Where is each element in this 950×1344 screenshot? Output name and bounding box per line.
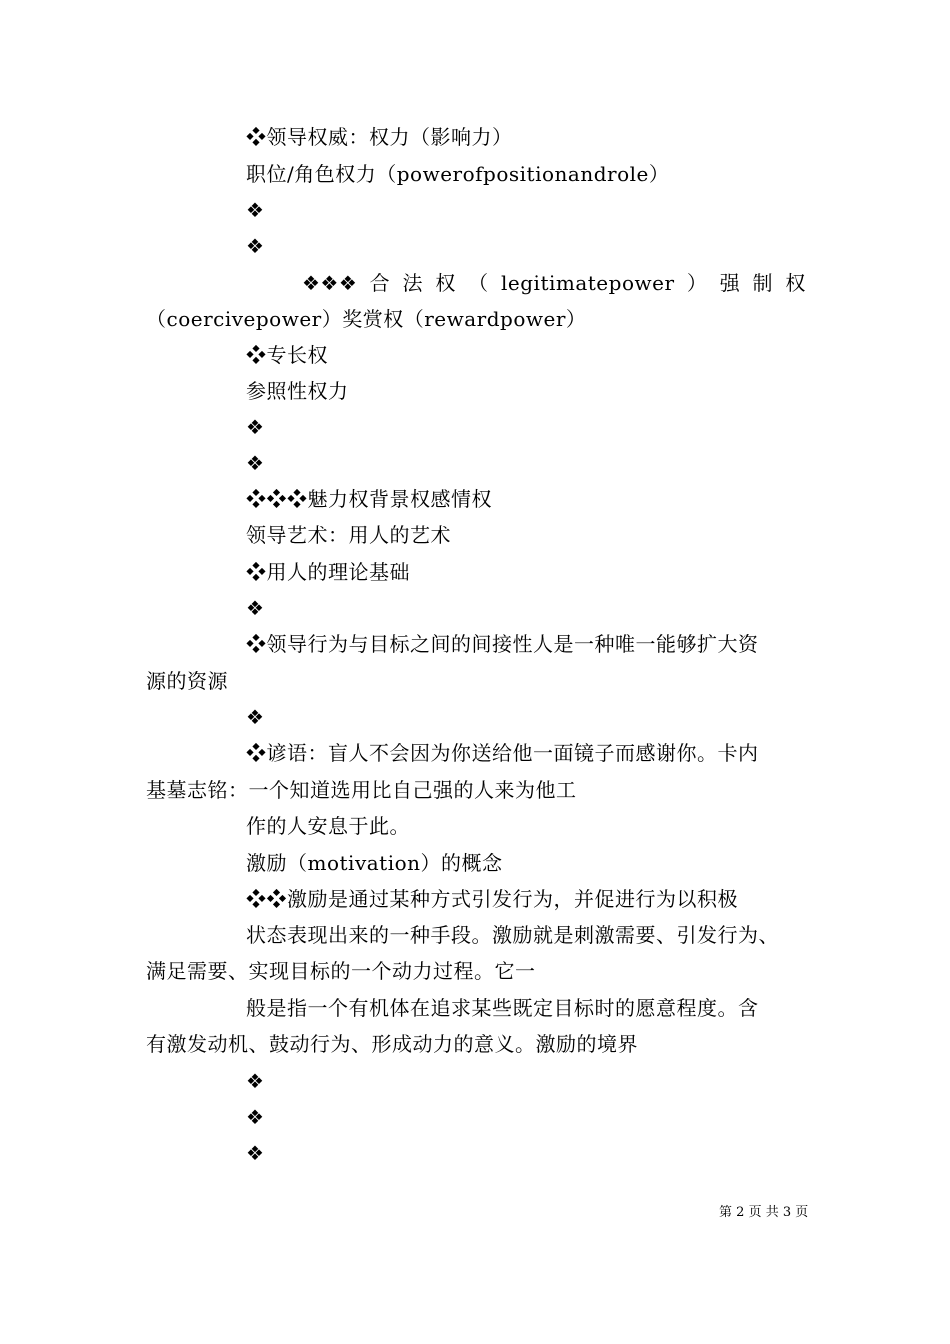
text-token: ） xyxy=(686,271,708,295)
text-token: 法 xyxy=(402,271,423,295)
justified-text-line xyxy=(146,271,806,295)
text-token: legitimatepower xyxy=(501,271,675,295)
text-line: 基墓志铭：一个知道选用比自己强的人来为他工 xyxy=(146,778,577,802)
text-line: 状态表现出来的一种手段。激励就是刺激需要、引发行为、 xyxy=(246,923,779,947)
text-token: 合 xyxy=(369,271,391,295)
footer-current-page: 2 xyxy=(736,1205,745,1220)
footer-prefix: 第 xyxy=(719,1205,733,1220)
bullet-line: ❖ xyxy=(246,1069,265,1093)
text-line: 源的资源 xyxy=(146,669,228,693)
text-line: 满足需要、实现目标的一个动力过程。它一 xyxy=(146,959,536,983)
text-line: 激励（motivation）的概念 xyxy=(246,851,503,875)
text-line: ❖❖激励是通过某种方式引发行为，并促进行为以积极 xyxy=(246,887,738,911)
footer-middle: 页 共 xyxy=(748,1205,779,1220)
text-token: （ xyxy=(468,271,489,295)
bullet-line: ❖ xyxy=(246,451,265,475)
text-token: ❖❖❖ xyxy=(302,271,358,295)
text-line: ❖谚语：盲人不会因为你送给他一面镜子而感谢你。卡内 xyxy=(246,741,759,765)
text-token: 权 xyxy=(785,271,806,295)
text-line: ❖专长权 xyxy=(246,343,328,367)
page-footer xyxy=(719,1204,808,1222)
footer-suffix: 页 xyxy=(795,1205,809,1220)
text-token: 强 xyxy=(719,271,741,295)
text-line: 作的人安息于此。 xyxy=(246,814,410,838)
bullet-line: ❖ xyxy=(246,234,265,258)
text-line: 有激发动机、鼓动行为、形成动力的意义。激励的境界 xyxy=(146,1032,638,1056)
text-line: ❖❖❖魅力权背景权感情权 xyxy=(246,487,492,511)
text-line: （coercivepower）奖赏权（rewardpower） xyxy=(146,307,587,331)
bullet-line: ❖ xyxy=(246,1141,265,1165)
text-line: ❖用人的理论基础 xyxy=(246,560,410,584)
text-token: 权 xyxy=(435,271,456,295)
text-line: ❖领导权威：权力（影响力） xyxy=(246,125,513,149)
bullet-line: ❖ xyxy=(246,1105,265,1129)
text-line: 领导艺术：用人的艺术 xyxy=(246,523,451,547)
text-line: ❖领导行为与目标之间的间接性人是一种唯一能够扩大资 xyxy=(246,632,759,656)
bullet-line: ❖ xyxy=(246,415,265,439)
text-line: 职位/角色权力（powerofpositionandrole） xyxy=(246,162,670,186)
text-line: 参照性权力 xyxy=(246,379,349,403)
text-token: 制 xyxy=(752,271,774,295)
text-line: 般是指一个有机体在追求某些既定目标时的愿意程度。含 xyxy=(246,996,759,1020)
bullet-line: ❖ xyxy=(246,198,265,222)
bullet-line: ❖ xyxy=(246,705,265,729)
footer-total-pages: 3 xyxy=(782,1205,792,1220)
bullet-line: ❖ xyxy=(246,596,265,620)
